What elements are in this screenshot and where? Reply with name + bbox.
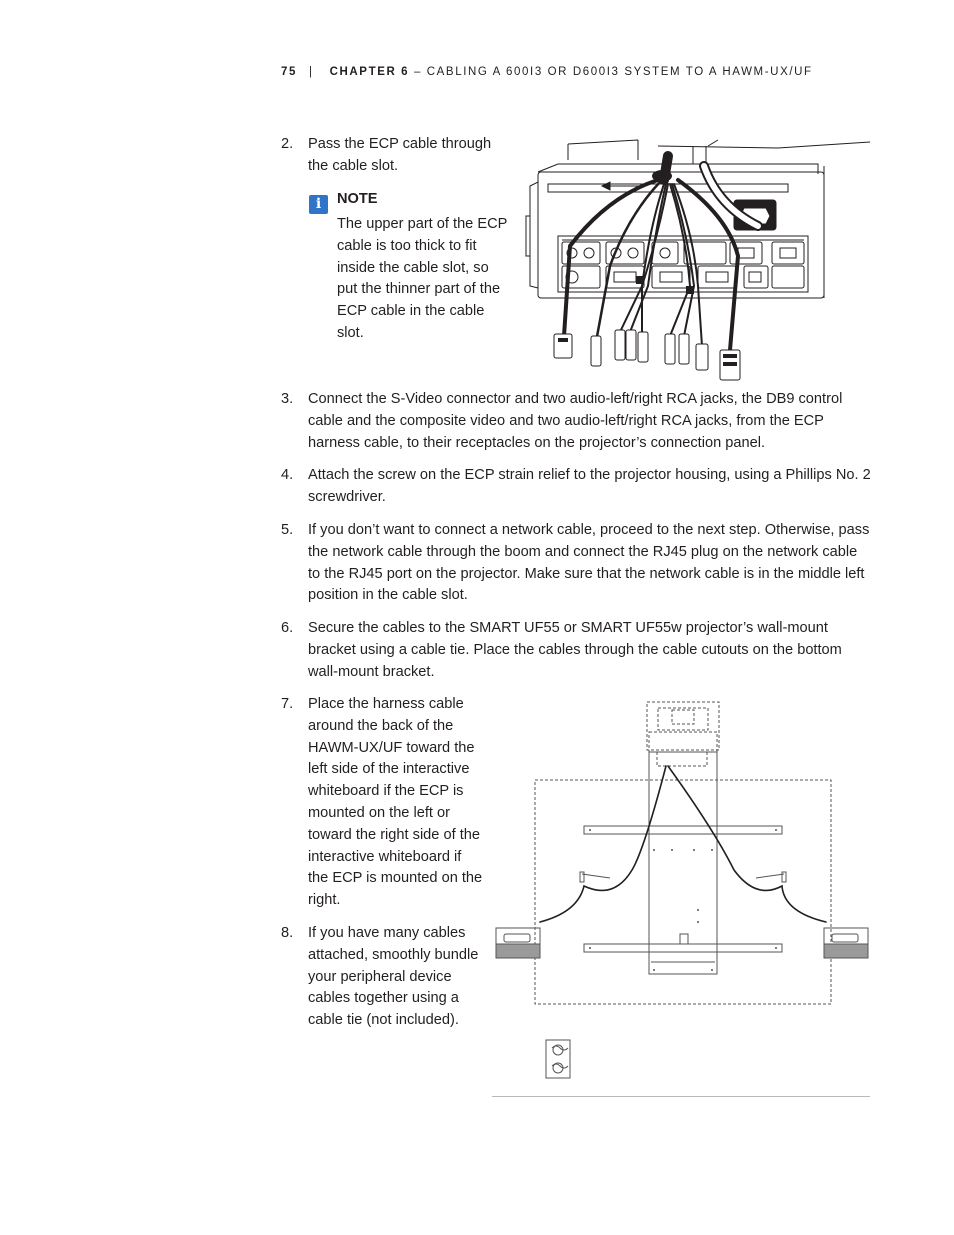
step-number: 2.: [281, 136, 294, 152]
page-header: [281, 66, 881, 78]
chapter-label: CHAPTER 6: [329, 66, 410, 78]
step-number: 5.: [281, 522, 294, 538]
step-number: 7.: [281, 696, 294, 712]
projector-connection-figure: [518, 136, 872, 386]
step-number: 4.: [281, 467, 294, 483]
chapter-title: – CABLING A 600I3 OR D600I3 SYSTEM TO A HAWM-UX/UF: [409, 66, 813, 78]
note-title: NOTE: [337, 191, 378, 207]
header-separator: |: [309, 66, 314, 78]
cable-routing-figure: [494, 700, 872, 1084]
info-icon: i: [309, 195, 328, 214]
step-text: If you have many cables attached, smoothly bundle your peripheral device cables together using a cable tie (not included).: [308, 925, 479, 1029]
step-text: Secure the cables to the SMART UF55 or SMART UF55w projector’s wall-mount bracket using a cable tie. Place the cables through the cable cutouts on the bottom wall-mount bracket.: [308, 620, 842, 680]
step-number: 6.: [281, 620, 294, 636]
step-text: Connect the S-Video connector and two audio-left/right RCA jacks, the DB9 control cable and the composite video and two audio-left/right RCA jacks, from the ECP harness cable, to their receptacles on the projector’s connection panel.: [308, 391, 843, 451]
bottom-divider: [492, 1096, 870, 1097]
step-text: Attach the screw on the ECP strain relief to the projector housing, using a Phillips No. 2 screwdriver.: [308, 467, 871, 505]
note-text: The upper part of the ECP cable is too thick to fit inside the cable slot, so put the thinner part of the ECP cable in the cable slot.: [337, 216, 508, 341]
step-text: Place the harness cable around the back of the HAWM-UX/UF toward the left side of the interactive whiteboard if the ECP is mounted on the left or toward the right side of the interactive whiteboard if the ECP is mounted on the right.: [308, 696, 483, 909]
step-number: 3.: [281, 391, 294, 407]
step-number: 8.: [281, 925, 294, 941]
page-number: 75: [281, 66, 297, 78]
step-text: Pass the ECP cable through the cable slot.: [308, 136, 492, 174]
step-text: If you don’t want to connect a network cable, proceed to the next step. Otherwise, pass the network cable through the boom and connect the RJ45 plug on the network cable to the RJ45 port on the projector. Make sure that the network cable is in the middle left position in the cable slot.: [308, 522, 870, 604]
